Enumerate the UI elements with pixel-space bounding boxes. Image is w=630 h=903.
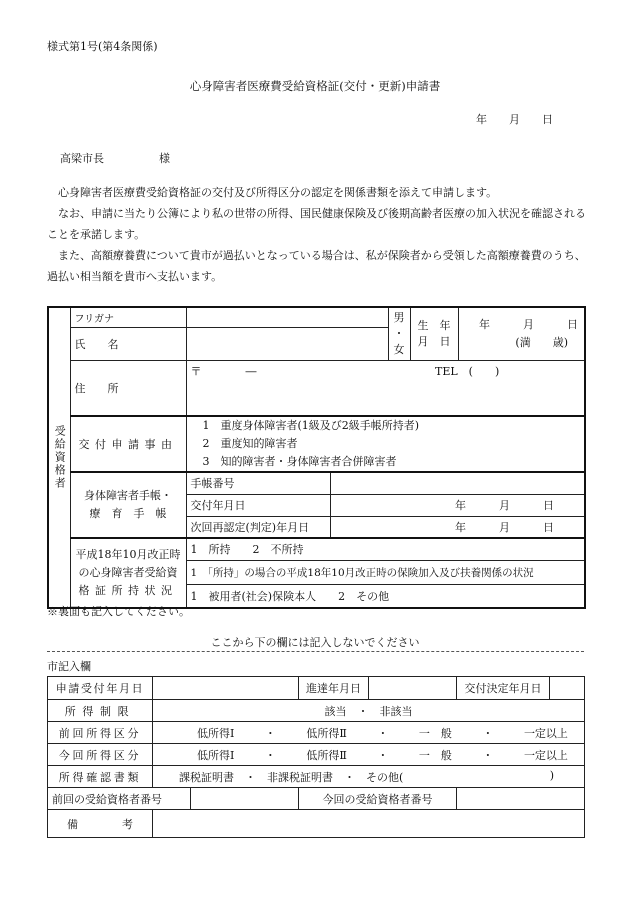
- city-table: [47, 676, 585, 838]
- issue-date-field[interactable]: 年 月 日: [330, 494, 585, 516]
- h18-possession[interactable]: 1 所持 2 不所持: [186, 538, 585, 560]
- birth-date-value: 年 月 日: [479, 317, 578, 331]
- address-field[interactable]: [186, 360, 585, 416]
- application-date-label: 申請受付年月日: [48, 677, 153, 700]
- handbook-number-label: 手帳番号: [186, 472, 330, 494]
- application-date-field[interactable]: [153, 677, 299, 700]
- name-label: 氏 名: [70, 327, 186, 360]
- h18-insurance-note: 1 「所持」の場合の平成18年10月改正時の保険加入及び扶養関係の状況: [186, 560, 585, 584]
- h18-status-label: 平成18年10月改正時 の心身障害者受給資 格証所持状況: [70, 538, 186, 608]
- city-section-title: 市記入欄: [47, 660, 91, 673]
- decision-date-field[interactable]: [550, 677, 584, 699]
- forward-date-field[interactable]: [369, 677, 457, 700]
- recipient-side-label: 受給資格者: [48, 307, 70, 608]
- income-doc-label: 所得確認書類: [48, 766, 153, 788]
- curr-income-label: 今回所得区分: [48, 744, 153, 766]
- curr-recipient-no-field[interactable]: [457, 788, 585, 810]
- tel-label: TEL ( ): [435, 364, 500, 378]
- prev-recipient-no-field[interactable]: [191, 788, 299, 810]
- postal-mark: 〒 ―: [190, 364, 257, 378]
- date-line: 年 月 日: [476, 113, 553, 126]
- recipient-table: [47, 306, 586, 609]
- prev-recipient-no-label: 前回の受給資格者番号: [48, 788, 191, 810]
- paragraph-1: 心身障害者医療費受給資格証の交付及び所得区分の認定を関係書類を添えて申請します。: [58, 186, 498, 199]
- form-number: 様式第1号(第4条関係): [47, 40, 158, 53]
- issue-date-label: 交付年月日: [186, 494, 330, 516]
- birth-date-field[interactable]: [458, 307, 585, 360]
- handbook-label: 身体障害者手帳・ 療 育 手 帳: [70, 472, 186, 538]
- recert-date-field[interactable]: 年 月 日: [330, 516, 585, 538]
- decision-date-cell[interactable]: [457, 677, 585, 700]
- reason-options[interactable]: [186, 416, 585, 472]
- decision-date-label: 交付決定年月日: [457, 677, 550, 699]
- remarks-label: 備 考: [48, 810, 153, 838]
- addressee: 高梁市長 様: [60, 152, 170, 165]
- paragraph-3: また、高額療養費について貴市が過払いとなっている場合は、私が保険者から受領した高額療養費のうち、過払い相当額を貴市へ支払います。: [47, 249, 586, 283]
- gender-field[interactable]: 男 ・ 女: [388, 307, 410, 360]
- name-field[interactable]: [186, 327, 388, 360]
- reason-option-2[interactable]: 2 重度知的障害者: [202, 437, 298, 450]
- curr-recipient-no-label: 今回の受給資格者番号: [299, 788, 457, 810]
- paragraph-2: なお、申請に当たり公簿により私の世帯の所得、国民健康保険及び後期高齢者医療の加入状況を確認されることを承諾します。: [47, 207, 586, 241]
- h18-insurance-options[interactable]: 1 被用者(社会)保険本人 2 その他: [186, 584, 585, 608]
- income-doc-options[interactable]: 課税証明書 ・ 非課税証明書 ・ その他( ): [153, 766, 585, 788]
- handbook-number-field[interactable]: [330, 472, 585, 494]
- age-value: (満 歳): [515, 335, 568, 349]
- form-title: 心身障害者医療費受給資格証(交付・更新)申請書: [189, 79, 441, 93]
- prev-income-options[interactable]: 低所得Ⅰ ・ 低所得Ⅱ ・ 一 般 ・ 一定以上: [153, 722, 585, 744]
- curr-income-options[interactable]: 低所得Ⅰ ・ 低所得Ⅱ ・ 一 般 ・ 一定以上: [153, 744, 585, 766]
- furigana-field[interactable]: [186, 307, 388, 327]
- prev-income-label: 前回所得区分: [48, 722, 153, 744]
- address-label: 住 所: [70, 360, 186, 416]
- back-note: ※裏面も記入してください。: [47, 605, 190, 618]
- reason-option-1[interactable]: 1 重度身体障害者(1級及び2級手帳所持者): [202, 419, 420, 432]
- divider-line: [47, 651, 584, 652]
- forward-date-label: 進達年月日: [299, 677, 369, 700]
- divider-text: ここから下の欄には記入しないでください: [210, 636, 420, 649]
- reason-label: 交付申請事由: [70, 416, 186, 472]
- income-limit-label: 所得制限: [48, 700, 153, 722]
- recert-date-label: 次回再認定(判定)年月日: [186, 516, 330, 538]
- income-limit-options[interactable]: 該当 ・ 非該当: [153, 700, 585, 722]
- reason-option-3[interactable]: 3 知的障害者・身体障害者合併障害者: [202, 455, 397, 468]
- furigana-label: フリガナ: [70, 307, 186, 327]
- remarks-field[interactable]: [153, 810, 585, 838]
- birth-label: 生 年 月 日: [410, 307, 458, 360]
